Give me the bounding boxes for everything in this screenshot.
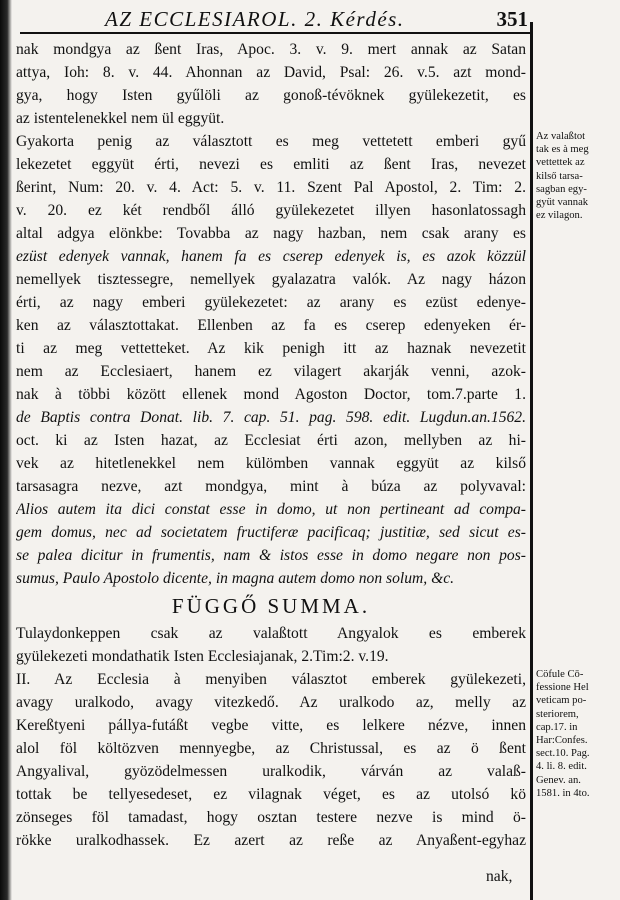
text-line: ti az meg vettetteket. Az kik penigh itt az haznak nevezetit <box>16 340 526 357</box>
page-number: 351 <box>496 7 528 31</box>
margin-note-line: Har:Confes. <box>536 735 588 747</box>
margin-rule <box>530 22 533 900</box>
body-text-block-2 <box>16 622 526 852</box>
margin-note-line: veticam po- <box>536 695 587 707</box>
text-line: tottak be tellyesedeset, ez vilagnak véget, es az utolsó kö <box>16 786 526 803</box>
text-line: de Baptis contra Donat. lib. 7. cap. 51. pag. 598. edit. Lugdun.an.1562. <box>16 409 526 426</box>
text-line: ezüst edenyek vannak, hanem fa es cserep edenyek is, es azok közzül <box>16 248 526 265</box>
text-line: gem domus, nec ad societatem fructiferæ pacificaq; justitiæ, sed sicut es- <box>16 524 526 541</box>
main-text-column <box>16 38 526 852</box>
text-line: nak mondgya az ßent Iras, Apoc. 3. v. 9. mert annak az Satan <box>16 41 526 58</box>
text-line: rökke uralkodhassek. Ez azert az reße az Anyaßent-egyhaz <box>16 832 526 849</box>
text-line: attya, Ioh: 8. v. 44. Ahonnan az David, Psal: 26. v.5. azt mond- <box>16 64 526 81</box>
text-line: Tulaydonkeppen csak az valaßtott Angyalok es emberek <box>16 625 526 642</box>
margin-note-line: 1581. in 4to. <box>536 787 590 799</box>
section-title: FÜGGŐ SUMMA. <box>171 594 371 618</box>
text-line: v. 20. ez két rendből álló gyülekezetet illyen hasonlatossagh <box>16 202 526 219</box>
margin-note-line: kilső tarsa- <box>536 170 583 182</box>
margin-note-line: 4. li. 8. edit. <box>536 761 587 773</box>
margin-note-line: Az valaßtot <box>536 131 586 142</box>
text-line: Kereßtyeni pállya-futáßt vegbe vitte, es lelkere nézve, innen <box>16 717 526 734</box>
text-line: Alios autem ita dici constat esse in domo, ut non pertineant ad compa- <box>16 501 526 518</box>
text-line: altal adgya elönkbe: Tovabba az nagy hazban, nem csak arany es <box>16 225 526 242</box>
margin-note-line: Genev. an. <box>536 774 581 786</box>
body-text-block-1 <box>16 38 526 590</box>
text-line: gya, hogy Isten gyűlöli az gonoß-tévöknek gyülekezetit, es <box>16 87 526 104</box>
text-line: lekezetet eggyüt érti, nevezi es emliti az ßent Iras, nevezet <box>16 156 526 173</box>
text-line: oct. ki az Isten hazat, az Ecclesiat érti azon, mellyben az hi- <box>16 432 526 449</box>
text-line: Angyalival, gyözödelmessen uralkodik, várván az valaß- <box>16 763 526 780</box>
text-line: se palea dicitur in frumentis, nam & istos esse in domo negare non pos- <box>16 547 526 564</box>
text-line: vek az hitetlenekkel nem külömben vannak eggyüt az kilső <box>16 455 526 472</box>
text-line: nemellyek tisztessegre, nemellyek gyalazatra valók. Az nagy házon <box>16 271 526 288</box>
text-line: ßerint, Num: 20. v. 4. Act: 5. v. 11. Szent Pal Apostol, 2. Tim: 2. <box>16 179 526 196</box>
margin-note-line: tak es à meg <box>536 144 589 156</box>
catchword: nak, <box>486 868 513 885</box>
text-line: zönseges föl tamadast, hogy osztan testere nezve is mind ö- <box>16 809 526 826</box>
margin-note-line: steriorem, <box>536 708 579 720</box>
text-line: II. Az Ecclesia à menyiben választot emberek gyülekezeti, <box>16 671 526 688</box>
text-line: az istentelenekkel nem ül eggyüt. <box>16 110 225 127</box>
text-line: avagy uralkodo, avagy vitezkedő. Az uralkodo az, melly az <box>16 694 526 711</box>
margin-note-line: sagban egy- <box>536 183 587 195</box>
margin-note-line: vettettek az <box>536 157 585 169</box>
margin-note-line: Cöfule Cō- <box>536 669 584 680</box>
margin-note-line: ez vilagon. <box>536 210 583 222</box>
text-line: tarsasagra nezve, azt mondgya, mint à búza az polyvaval: <box>16 478 526 495</box>
binding-gutter <box>0 0 12 900</box>
text-line: nak à többi között ellenek mond Agoston Doctor, tom.7.parte 1. <box>16 386 526 403</box>
margin-note-1 <box>536 130 620 222</box>
running-head: AZ ECCLESIAROL. 2. Kérdés. <box>105 7 405 31</box>
text-line: nem az Ecclesiaert, hanem ez vilagert akarják venni, azok- <box>16 363 526 380</box>
page-header <box>20 4 530 34</box>
text-line: ken az választottakat. Ellenben az fa es cserep edenyeken ér- <box>16 317 526 334</box>
text-line: alol föl költözven mennyegbe, az Christussal, es az ö ßent <box>16 740 526 757</box>
text-line: gyülekezeti mondathatik Isten Ecclesiajanak, 2.Tim:2. v.19. <box>16 648 389 665</box>
margin-note-line: fessione Hel <box>536 682 589 694</box>
margin-note-line: gyüt vannak <box>536 197 589 209</box>
text-line: sumus, Paulo Apostolo dicente, in magna autem domo non solum, &c. <box>16 570 455 587</box>
margin-note-line: cap.17. in <box>536 721 578 733</box>
margin-note-2 <box>536 668 620 800</box>
text-line: érti, az nagy emberi gyülekezetet: az arany es ezüst edenye- <box>16 294 526 311</box>
text-line: Gyakorta penig az választott es meg vettetett emberi gyű <box>16 133 526 150</box>
margin-note-line: sect.10. Pag. <box>536 748 590 760</box>
